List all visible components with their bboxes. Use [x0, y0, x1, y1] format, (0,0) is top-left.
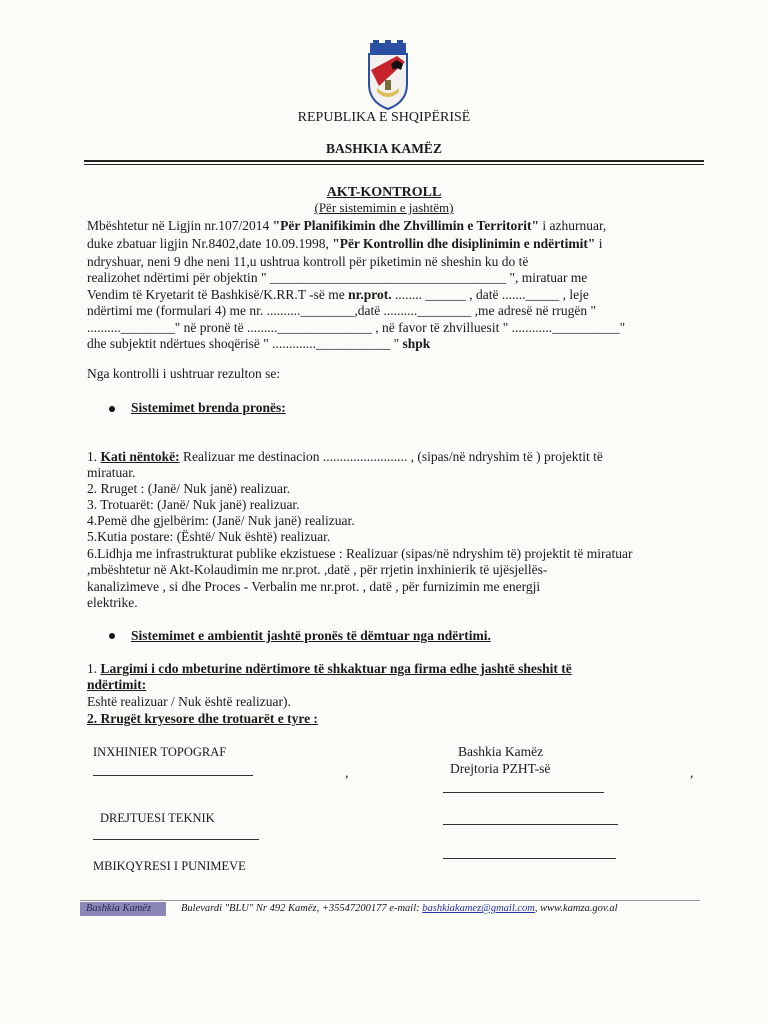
sign-topograf-label: INXHINIER TOPOGRAF	[93, 745, 227, 759]
sign-line-right-2	[443, 824, 618, 825]
country-name: REPUBLIKA E SHQIPËRISË	[297, 110, 471, 125]
section1-item-4: 4.Pemë dhe gjelbërim: (Janë/ Nuk janë) realizuar.	[87, 513, 355, 528]
intro-line-6: ndërtimi me (formulari 4) me nr. ..........________,datë ..........________ ,me adresë në rrugën "	[87, 303, 597, 318]
section2-heading: Sistemimet e ambientit jashtë pronës të dëmtuar nga ndërtimi.	[131, 628, 491, 643]
section1-item-6-line3: kanalizimeve , si dhe Proces - Verbalin me nr.prot. , datë , për furnizimin me energji	[87, 579, 541, 594]
footer-email-link[interactable]: bashkiakamez@gmail.com	[422, 903, 535, 914]
intro-line-4: realizohet ndërtimi për objektin " ___________________________________ ", miratuar me	[87, 270, 588, 285]
footer-contact: Bulevardi "BLU" Nr 492 Kamëz, +35547200177 e-mail: bashkiakamez@gmail.com, www.kamza.gov.al	[181, 903, 618, 914]
section1-item-3: 3. Trotuarët: (Janë/ Nuk janë) realizuar.	[87, 497, 300, 512]
section2-item-1-cont: ndërtimit:	[87, 677, 147, 692]
sign-drejtuesi-label: DREJTUESI TEKNIK	[100, 811, 215, 825]
section1-item-6-line1: 6.Lidhja me infrastrukturat publike ekzistuese : Realizuar (sipas/në ndryshim të) projektit të miratuar	[87, 546, 633, 561]
section2-item-1: 1. Largimi i cdo mbeturine ndërtimore të shkaktuar nga firma edhe jashtë sheshit të	[87, 661, 572, 676]
comma-mark: ,	[345, 765, 349, 780]
header-rule-bottom	[84, 164, 704, 165]
doc-subtitle: (Për sistemimin e jashtëm)	[314, 200, 454, 215]
sign-drejtoria-label: Drejtoria PZHT-së	[450, 761, 551, 776]
doc-title: AKT-KONTROLL	[326, 185, 442, 200]
municipality-name: BASHKIA KAMËZ	[326, 141, 442, 156]
intro-line-1: Mbështetur në Ligjin nr.107/2014 "Për Planifikimin dhe Zhvillimin e Territorit" i azhurnuar,	[87, 218, 607, 233]
sign-drejtuesi-line	[93, 839, 259, 840]
section1-item-6-line2: ,mbështetur në Akt-Kolaudimin me nr.prot. ,datë , për rrjetin inxhinierik të ujësjellës-	[87, 562, 548, 577]
footer-badge: Bashkia Kamëz	[80, 902, 166, 916]
section1-item-1: 1. Kati nëntokë: Realizuar me destinacion ......................... , (sipas/në ndryshim të ) projektit të	[87, 449, 603, 464]
coat-of-arms-icon	[365, 40, 411, 110]
doc-subtitle-wrap	[0, 200, 768, 216]
intro-line-8: dhe subjektit ndërtues shoqërisë " .............___________ " shpk	[87, 336, 431, 351]
doc-title-wrap	[0, 185, 768, 201]
sign-bashkia-line	[443, 792, 604, 793]
intro-line-5: Vendim të Kryetarit të Bashkisë/K.RR.T -së me nr.prot. ........ ______ , datë ......._____ , leje	[87, 287, 589, 302]
sign-mbikqyresi-label: MBIKQYRESI I PUNIMEVE	[93, 859, 246, 873]
header-rule-top	[84, 160, 704, 162]
bullet-icon	[109, 406, 115, 412]
sign-line-right-3	[443, 858, 616, 859]
section1-item-5: 5.Kutia postare: (Është/ Nuk është) realizuar.	[87, 529, 331, 544]
comma-mark: ,	[690, 765, 694, 780]
section1-item-6-line4: elektrike.	[87, 595, 138, 610]
section2-item-1-status: Eshtë realizuar / Nuk është realizuar).	[87, 694, 291, 709]
section2-item-2: 2. Rrugët kryesore dhe trotuarët e tyre :	[87, 711, 318, 726]
result-intro: Nga kontrolli i ushtruar rezulton se:	[87, 366, 281, 381]
municipality-emblem	[365, 40, 411, 110]
section1-item-1-cont: miratuar.	[87, 465, 136, 480]
intro-line-3: ndryshuar, neni 9 dhe neni 11,u ushtrua kontroll për piketimin në sheshin ku do të	[87, 254, 529, 269]
footer-rule	[80, 900, 700, 901]
intro-line-2: duke zbatuar ligjin Nr.8402,date 10.09.1998, "Për Kontrollin dhe disiplinimin e ndërtimit" i	[87, 236, 603, 251]
intro-line-7: ..........________" në pronë të .........______________ , në favor të zhvilluesit " ............__________"	[87, 320, 626, 335]
sign-bashkia-label: Bashkia Kamëz	[458, 744, 544, 759]
bullet-icon	[109, 633, 115, 639]
sign-topograf-line	[93, 775, 253, 776]
section1-heading: Sistemimet brenda pronës:	[131, 400, 286, 415]
section1-item-2: 2. Rruget : (Janë/ Nuk janë) realizuar.	[87, 481, 291, 496]
